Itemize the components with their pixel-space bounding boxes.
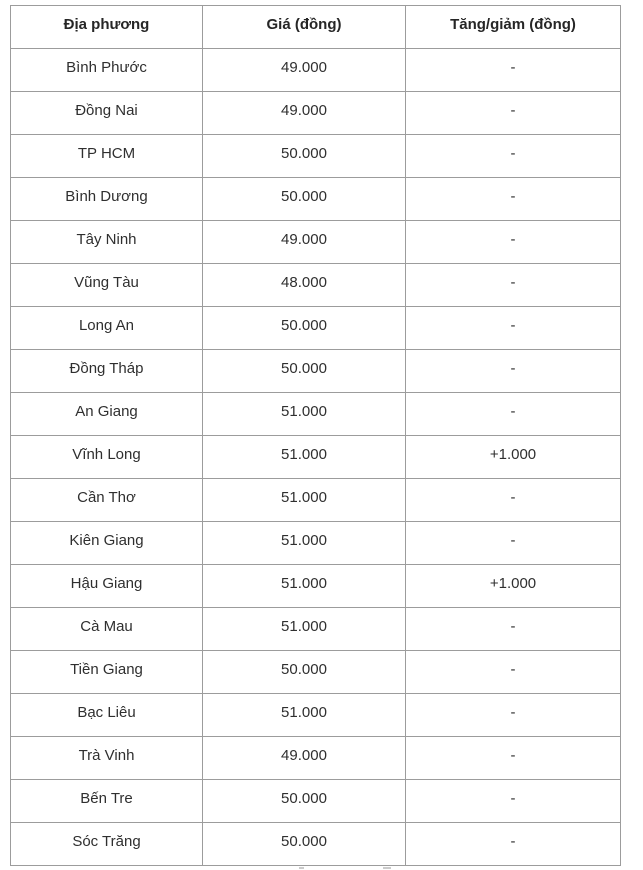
table-row — [11, 350, 621, 393]
location-cell: Hậu Giang — [11, 565, 203, 608]
location-cell: Bình Phước — [11, 49, 203, 92]
table-row — [11, 823, 621, 866]
price-cell: 50.000 — [203, 651, 406, 694]
table-row — [11, 49, 621, 92]
table-row — [11, 479, 621, 522]
table-row — [11, 522, 621, 565]
header-location: Địa phương — [11, 6, 203, 49]
price-cell: 51.000 — [203, 479, 406, 522]
price-cell: 51.000 — [203, 565, 406, 608]
change-cell: - — [406, 823, 621, 866]
table-row — [11, 651, 621, 694]
location-cell: Bình Dương — [11, 178, 203, 221]
price-cell: 50.000 — [203, 178, 406, 221]
price-cell: 51.000 — [203, 694, 406, 737]
location-cell: Trà Vinh — [11, 737, 203, 780]
price-cell: 50.000 — [203, 823, 406, 866]
change-cell: +1.000 — [406, 565, 621, 608]
price-table-body — [11, 49, 621, 866]
location-cell: TP HCM — [11, 135, 203, 178]
table-row — [11, 694, 621, 737]
table-row — [11, 178, 621, 221]
change-cell: - — [406, 393, 621, 436]
change-cell: - — [406, 264, 621, 307]
header-price: Giá (đồng) — [203, 6, 406, 49]
price-table — [10, 5, 621, 866]
price-cell: 49.000 — [203, 737, 406, 780]
table-row — [11, 565, 621, 608]
change-cell: - — [406, 479, 621, 522]
change-cell: +1.000 — [406, 436, 621, 479]
price-cell: 50.000 — [203, 350, 406, 393]
change-cell: - — [406, 135, 621, 178]
price-cell: 51.000 — [203, 608, 406, 651]
table-row — [11, 264, 621, 307]
price-cell: 50.000 — [203, 135, 406, 178]
location-cell: Cần Thơ — [11, 479, 203, 522]
change-cell: - — [406, 651, 621, 694]
change-cell: - — [406, 178, 621, 221]
price-cell: 51.000 — [203, 522, 406, 565]
location-cell: An Giang — [11, 393, 203, 436]
price-cell: 50.000 — [203, 780, 406, 823]
price-cell: 50.000 — [203, 307, 406, 350]
change-cell: - — [406, 221, 621, 264]
location-cell: Long An — [11, 307, 203, 350]
location-cell: Tiền Giang — [11, 651, 203, 694]
change-cell: - — [406, 737, 621, 780]
location-cell: Tây Ninh — [11, 221, 203, 264]
location-cell: Bạc Liêu — [11, 694, 203, 737]
change-cell: - — [406, 694, 621, 737]
price-table-container — [10, 5, 621, 866]
location-cell: Đồng Nai — [11, 92, 203, 135]
change-cell: - — [406, 49, 621, 92]
table-row — [11, 307, 621, 350]
header-change: Tăng/giảm (đồng) — [406, 6, 621, 49]
location-cell: Bến Tre — [11, 780, 203, 823]
price-cell: 49.000 — [203, 221, 406, 264]
location-cell: Vĩnh Long — [11, 436, 203, 479]
change-cell: - — [406, 780, 621, 823]
cropped-text-remnant — [383, 867, 391, 869]
table-row — [11, 780, 621, 823]
change-cell: - — [406, 307, 621, 350]
price-cell: 48.000 — [203, 264, 406, 307]
table-row — [11, 737, 621, 780]
location-cell: Kiên Giang — [11, 522, 203, 565]
header-row — [11, 6, 621, 49]
price-cell: 49.000 — [203, 49, 406, 92]
price-cell: 51.000 — [203, 436, 406, 479]
table-row — [11, 436, 621, 479]
cropped-text-remnant — [299, 867, 304, 869]
location-cell: Cà Mau — [11, 608, 203, 651]
price-cell: 49.000 — [203, 92, 406, 135]
change-cell: - — [406, 608, 621, 651]
location-cell: Vũng Tàu — [11, 264, 203, 307]
change-cell: - — [406, 522, 621, 565]
table-row — [11, 608, 621, 651]
location-cell: Sóc Trăng — [11, 823, 203, 866]
table-row — [11, 221, 621, 264]
table-row — [11, 135, 621, 178]
price-cell: 51.000 — [203, 393, 406, 436]
table-row — [11, 393, 621, 436]
change-cell: - — [406, 92, 621, 135]
location-cell: Đồng Tháp — [11, 350, 203, 393]
change-cell: - — [406, 350, 621, 393]
table-row — [11, 92, 621, 135]
